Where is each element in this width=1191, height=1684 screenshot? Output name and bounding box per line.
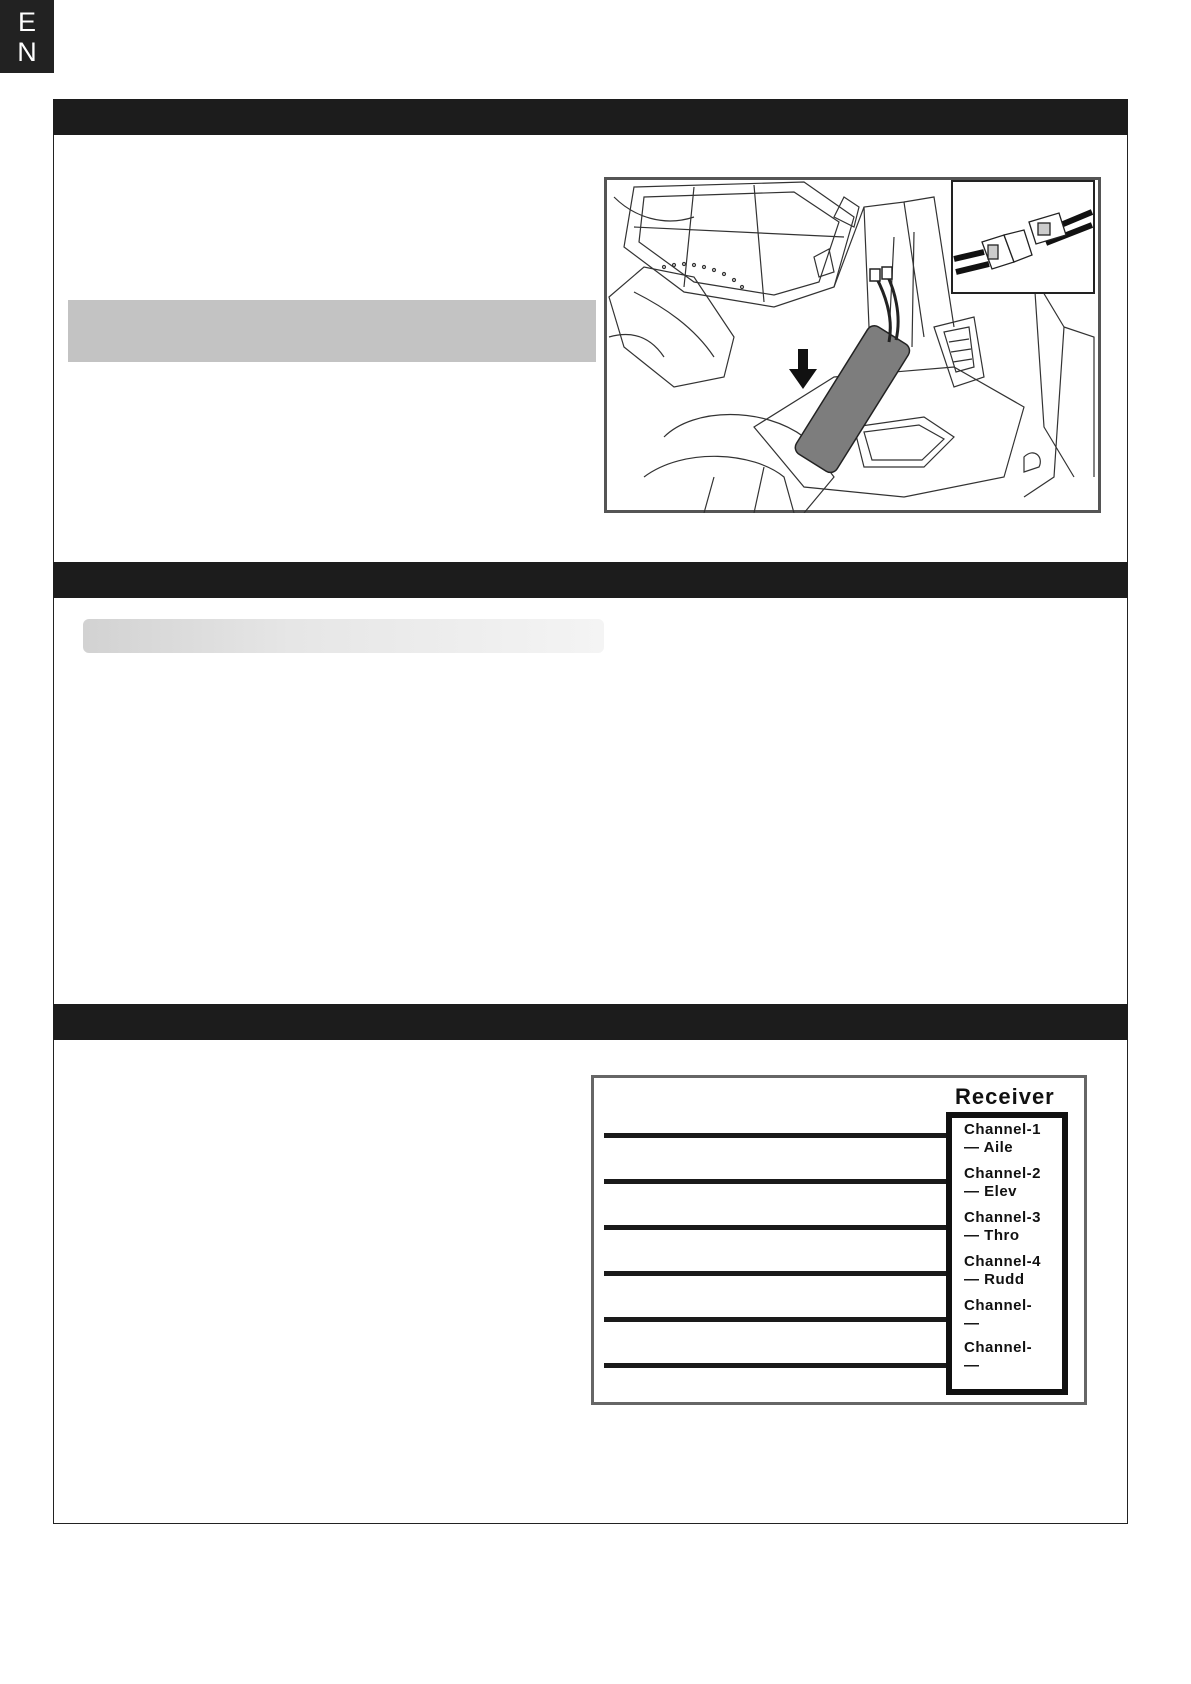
channel-2-wire <box>604 1179 946 1184</box>
channel-6-function: — <box>964 1357 980 1374</box>
channel-1-function: — Aile <box>964 1139 1014 1156</box>
language-tab <box>0 0 54 73</box>
channel-6-name: Channel- <box>964 1339 1033 1356</box>
battery-install-illustration <box>604 177 1101 513</box>
section-1-note-box <box>68 300 596 362</box>
section-1-header-bar <box>53 99 1128 135</box>
section-2-header-bar <box>53 562 1128 598</box>
channel-5-wire <box>604 1317 946 1322</box>
channel-4-function: — Rudd <box>964 1271 1025 1288</box>
channel-6-label <box>964 1339 1032 1375</box>
channel-3-function: — Thro <box>964 1227 1020 1244</box>
receiver-title: Receiver <box>955 1084 1055 1109</box>
section-2-frame <box>53 598 1128 1008</box>
language-tab-letter-1: E <box>17 6 36 37</box>
channel-2-label <box>964 1165 1041 1201</box>
section-2-note-box <box>83 619 604 653</box>
channel-5-name: Channel- <box>964 1297 1033 1314</box>
channel-3-wire <box>604 1225 946 1230</box>
channel-6-wire <box>604 1363 946 1368</box>
channel-1-wire <box>604 1133 946 1138</box>
channel-3-name: Channel-3 <box>964 1209 1042 1226</box>
language-tab-letter-2: N <box>17 36 37 67</box>
channel-1-label <box>964 1121 1041 1157</box>
channel-5-label <box>964 1297 1032 1333</box>
channel-4-wire <box>604 1271 946 1276</box>
channel-3-label <box>964 1209 1041 1245</box>
channel-2-function: — Elev <box>964 1183 1018 1200</box>
channel-4-label <box>964 1253 1041 1289</box>
channel-4-name: Channel-4 <box>964 1253 1042 1270</box>
channel-2-name: Channel-2 <box>964 1165 1042 1182</box>
channel-5-function: — <box>964 1315 980 1332</box>
channel-1-name: Channel-1 <box>964 1121 1042 1138</box>
section-3-header-bar <box>53 1004 1128 1040</box>
